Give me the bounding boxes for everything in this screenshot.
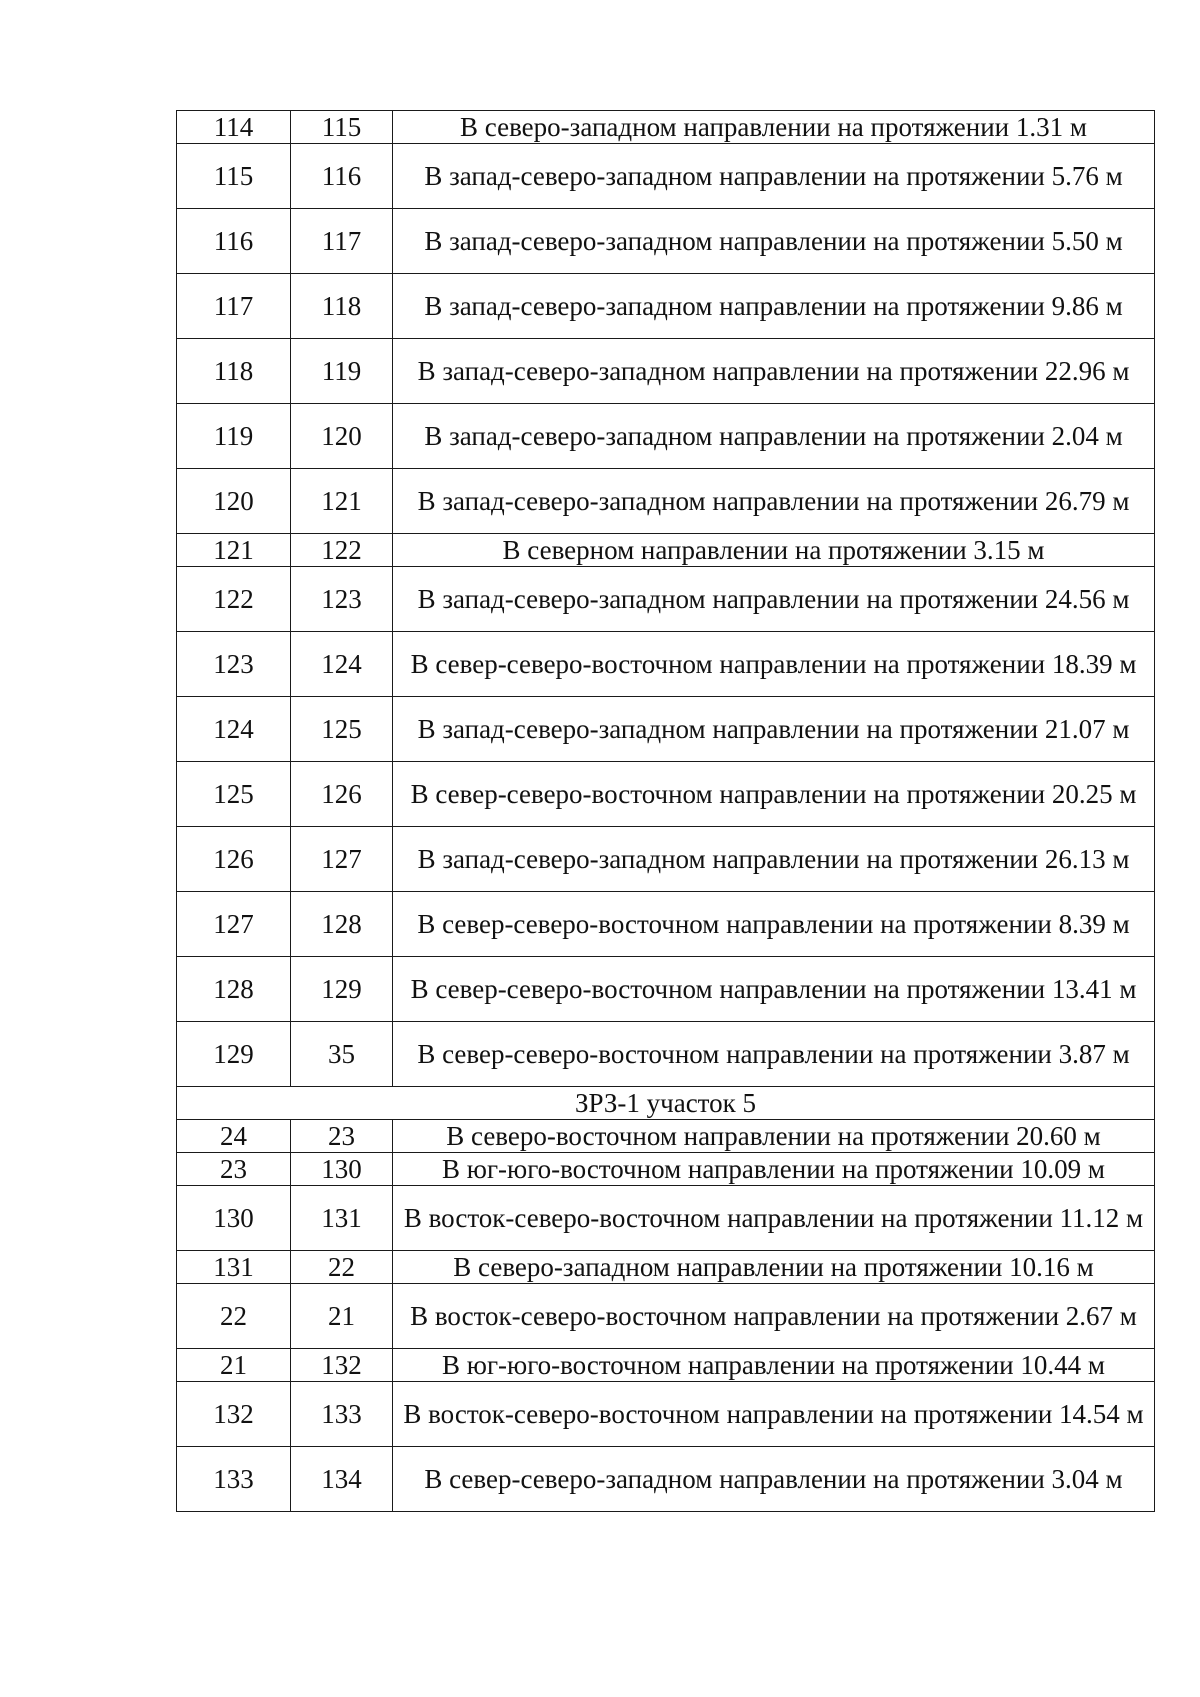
description-cell: В запад-северо-западном направлении на протяжении 5.76 м xyxy=(393,144,1155,209)
table-row xyxy=(177,827,1155,892)
description-cell: В запад-северо-западном направлении на протяжении 5.50 м xyxy=(393,209,1155,274)
table-row xyxy=(177,1382,1155,1447)
to-point-cell: 121 xyxy=(291,469,393,534)
table-row xyxy=(177,1284,1155,1349)
table-row xyxy=(177,1153,1155,1186)
from-point-cell: 123 xyxy=(177,632,291,697)
from-point-cell: 114 xyxy=(177,111,291,144)
table-row xyxy=(177,534,1155,567)
to-point-cell: 129 xyxy=(291,957,393,1022)
to-point-cell: 133 xyxy=(291,1382,393,1447)
from-point-cell: 130 xyxy=(177,1186,291,1251)
table-row xyxy=(177,762,1155,827)
description-cell: В запад-северо-западном направлении на протяжении 26.13 м xyxy=(393,827,1155,892)
document-page xyxy=(176,110,1154,1512)
table-row xyxy=(177,697,1155,762)
to-point-cell: 21 xyxy=(291,1284,393,1349)
table-row xyxy=(177,274,1155,339)
from-point-cell: 124 xyxy=(177,697,291,762)
boundary-description-table xyxy=(176,110,1155,1512)
to-point-cell: 130 xyxy=(291,1153,393,1186)
description-cell: В северо-западном направлении на протяжении 1.31 м xyxy=(393,111,1155,144)
table-row xyxy=(177,339,1155,404)
description-cell: В север-северо-восточном направлении на протяжении 20.25 м xyxy=(393,762,1155,827)
description-cell: В северном направлении на протяжении 3.15 м xyxy=(393,534,1155,567)
from-point-cell: 23 xyxy=(177,1153,291,1186)
from-point-cell: 117 xyxy=(177,274,291,339)
from-point-cell: 129 xyxy=(177,1022,291,1087)
from-point-cell: 120 xyxy=(177,469,291,534)
description-cell: В юг-юго-восточном направлении на протяжении 10.44 м xyxy=(393,1349,1155,1382)
from-point-cell: 131 xyxy=(177,1251,291,1284)
to-point-cell: 22 xyxy=(291,1251,393,1284)
table-row xyxy=(177,1251,1155,1284)
to-point-cell: 125 xyxy=(291,697,393,762)
description-cell: В север-северо-восточном направлении на протяжении 8.39 м xyxy=(393,892,1155,957)
from-point-cell: 24 xyxy=(177,1120,291,1153)
table-body xyxy=(177,111,1155,1512)
to-point-cell: 23 xyxy=(291,1120,393,1153)
description-cell: В восток-северо-восточном направлении на протяжении 14.54 м xyxy=(393,1382,1155,1447)
table-row xyxy=(177,1022,1155,1087)
from-point-cell: 121 xyxy=(177,534,291,567)
description-cell: В запад-северо-западном направлении на протяжении 24.56 м xyxy=(393,567,1155,632)
from-point-cell: 122 xyxy=(177,567,291,632)
from-point-cell: 22 xyxy=(177,1284,291,1349)
to-point-cell: 124 xyxy=(291,632,393,697)
to-point-cell: 115 xyxy=(291,111,393,144)
table-row xyxy=(177,111,1155,144)
section-title: ЗРЗ-1 участок 5 xyxy=(177,1087,1155,1120)
table-row xyxy=(177,1349,1155,1382)
from-point-cell: 116 xyxy=(177,209,291,274)
to-point-cell: 122 xyxy=(291,534,393,567)
from-point-cell: 132 xyxy=(177,1382,291,1447)
description-cell: В север-северо-восточном направлении на протяжении 3.87 м xyxy=(393,1022,1155,1087)
to-point-cell: 123 xyxy=(291,567,393,632)
from-point-cell: 133 xyxy=(177,1447,291,1512)
table-row xyxy=(177,209,1155,274)
to-point-cell: 127 xyxy=(291,827,393,892)
table-row xyxy=(177,1186,1155,1251)
to-point-cell: 116 xyxy=(291,144,393,209)
to-point-cell: 35 xyxy=(291,1022,393,1087)
table-row xyxy=(177,632,1155,697)
table-row xyxy=(177,892,1155,957)
to-point-cell: 126 xyxy=(291,762,393,827)
description-cell: В восток-северо-восточном направлении на протяжении 11.12 м xyxy=(393,1186,1155,1251)
from-point-cell: 118 xyxy=(177,339,291,404)
from-point-cell: 21 xyxy=(177,1349,291,1382)
description-cell: В северо-восточном направлении на протяжении 20.60 м xyxy=(393,1120,1155,1153)
description-cell: В север-северо-восточном направлении на протяжении 18.39 м xyxy=(393,632,1155,697)
to-point-cell: 120 xyxy=(291,404,393,469)
from-point-cell: 125 xyxy=(177,762,291,827)
table-row xyxy=(177,1120,1155,1153)
from-point-cell: 126 xyxy=(177,827,291,892)
table-row xyxy=(177,144,1155,209)
description-cell: В запад-северо-западном направлении на протяжении 2.04 м xyxy=(393,404,1155,469)
to-point-cell: 118 xyxy=(291,274,393,339)
to-point-cell: 117 xyxy=(291,209,393,274)
to-point-cell: 131 xyxy=(291,1186,393,1251)
from-point-cell: 119 xyxy=(177,404,291,469)
description-cell: В запад-северо-западном направлении на протяжении 21.07 м xyxy=(393,697,1155,762)
description-cell: В север-северо-восточном направлении на протяжении 13.41 м xyxy=(393,957,1155,1022)
table-row xyxy=(177,957,1155,1022)
description-cell: В восток-северо-восточном направлении на протяжении 2.67 м xyxy=(393,1284,1155,1349)
description-cell: В запад-северо-западном направлении на протяжении 26.79 м xyxy=(393,469,1155,534)
description-cell: В юг-юго-восточном направлении на протяжении 10.09 м xyxy=(393,1153,1155,1186)
from-point-cell: 127 xyxy=(177,892,291,957)
to-point-cell: 132 xyxy=(291,1349,393,1382)
section-header-row xyxy=(177,1087,1155,1120)
table-row xyxy=(177,1447,1155,1512)
table-row xyxy=(177,567,1155,632)
table-row xyxy=(177,469,1155,534)
to-point-cell: 119 xyxy=(291,339,393,404)
to-point-cell: 128 xyxy=(291,892,393,957)
from-point-cell: 115 xyxy=(177,144,291,209)
description-cell: В запад-северо-западном направлении на протяжении 9.86 м xyxy=(393,274,1155,339)
to-point-cell: 134 xyxy=(291,1447,393,1512)
table-row xyxy=(177,404,1155,469)
description-cell: В запад-северо-западном направлении на протяжении 22.96 м xyxy=(393,339,1155,404)
description-cell: В север-северо-западном направлении на протяжении 3.04 м xyxy=(393,1447,1155,1512)
from-point-cell: 128 xyxy=(177,957,291,1022)
description-cell: В северо-западном направлении на протяжении 10.16 м xyxy=(393,1251,1155,1284)
